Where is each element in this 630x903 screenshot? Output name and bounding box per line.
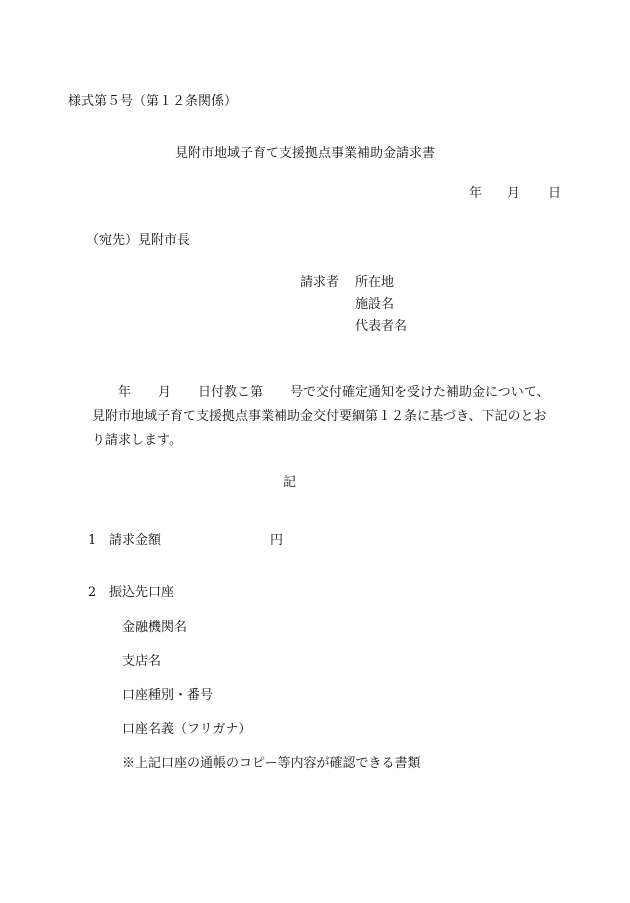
item-2-number: 2	[88, 585, 97, 600]
body-line-2: 見附市地域子育て支援拠点事業補助金交付要綱第１２条に基づき、下記のとお	[92, 409, 547, 424]
form-label: 様式第５号（第１２条関係）	[68, 94, 238, 109]
document-title: 見附市地域子育て支援拠点事業補助金請求書	[175, 146, 436, 161]
body-line-1	[118, 384, 550, 402]
claimant-facility-label: 施設名	[355, 297, 395, 312]
item-1-label: 請求金額	[109, 533, 162, 548]
body-rest: 号で交付確定通知を受けた補助金について、	[290, 385, 550, 400]
claimant-address-label: 所在地	[355, 275, 395, 290]
body-line-3: り請求します。	[92, 433, 182, 448]
date-month: 月	[507, 186, 521, 201]
body-month: 月	[158, 385, 172, 400]
attachment-note: ※上記口座の通帳のコピー等内容が確認できる書類	[122, 756, 421, 771]
claimant-representative-label: 代表者名	[355, 319, 408, 334]
claimant-label: 請求者	[300, 275, 340, 290]
item-1-number: 1	[88, 533, 97, 548]
bank-name-label: 金融機関名	[122, 620, 188, 635]
body-day-prefix: 日付教こ第	[198, 385, 264, 400]
body-year: 年	[118, 385, 132, 400]
date-day: 日	[548, 186, 562, 201]
item-1-unit: 円	[270, 533, 284, 548]
date-year: 年	[469, 186, 483, 201]
ki-heading: 記	[283, 475, 297, 490]
addressee: （宛先）見附市長	[86, 233, 191, 248]
account-type-label: 口座種別・番号	[122, 688, 214, 703]
item-2-label: 振込先口座	[109, 585, 175, 600]
branch-name-label: 支店名	[122, 654, 162, 669]
account-holder-label: 口座名義（フリガナ）	[122, 722, 252, 737]
